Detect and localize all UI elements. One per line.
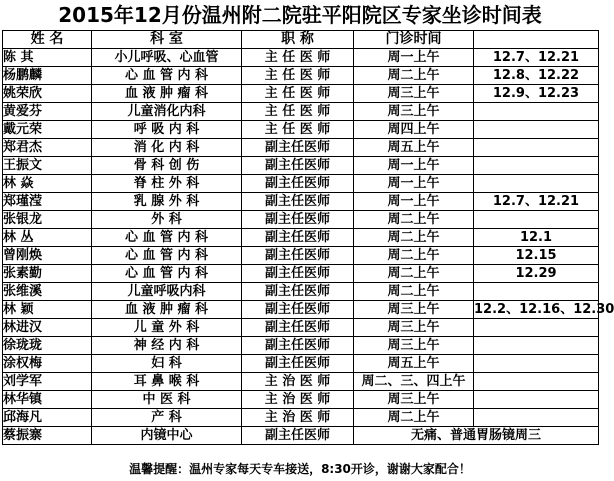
header-time: 门诊时间 <box>354 31 474 49</box>
table-row <box>3 355 599 373</box>
clinic-time: 周一上午 <box>354 193 474 211</box>
job-title: 副主任医师 <box>242 427 354 445</box>
clinic-dates: 12.1 <box>474 229 599 247</box>
clinic-dates: 12.7、12.21 <box>474 49 599 67</box>
clinic-dates <box>474 337 599 355</box>
clinic-dates <box>474 373 599 391</box>
header-note <box>474 31 599 49</box>
table-row <box>3 211 599 229</box>
department: 儿童消化内科 <box>92 103 242 121</box>
table-row <box>3 373 599 391</box>
job-title: 副主任医师 <box>242 139 354 157</box>
doctor-name: 林 丛 <box>3 229 92 247</box>
department: 呼 吸 内 科 <box>92 121 242 139</box>
footer-reminder: 温馨提醒：温州专家每天专车接送，8:30开诊，谢谢大家配合！ <box>129 462 471 476</box>
department: 血 液 肿 瘤 科 <box>92 85 242 103</box>
doctor-name: 张银龙 <box>3 211 92 229</box>
department: 产 科 <box>92 409 242 427</box>
header-name: 姓 名 <box>3 31 92 49</box>
clinic-dates: 12.15 <box>474 247 599 265</box>
table-row <box>3 103 599 121</box>
doctor-name: 蔡振寨 <box>3 427 92 445</box>
clinic-time: 周三上午 <box>354 391 474 409</box>
job-title: 主 治 医 师 <box>242 409 354 427</box>
clinic-dates <box>474 283 599 301</box>
job-title: 副主任医师 <box>242 319 354 337</box>
job-title: 副主任医师 <box>242 301 354 319</box>
doctor-name: 林华镇 <box>3 391 92 409</box>
schedule-rows <box>3 49 614 445</box>
doctor-name: 王振文 <box>3 157 92 175</box>
job-title: 副主任医师 <box>242 337 354 355</box>
clinic-dates <box>474 409 599 427</box>
table-row <box>3 157 599 175</box>
header-dept: 科 室 <box>92 31 242 49</box>
clinic-dates: 12.8、12.22 <box>474 67 599 85</box>
table-row <box>3 391 599 409</box>
department: 小儿呼吸、心血管 <box>92 49 242 67</box>
clinic-time: 周五上午 <box>354 139 474 157</box>
clinic-dates <box>474 139 599 157</box>
doctor-name: 林 焱 <box>3 175 92 193</box>
clinic-time: 周二上午 <box>354 67 474 85</box>
clinic-time: 周三上午 <box>354 301 474 319</box>
doctor-name: 林 颖 <box>3 301 92 319</box>
job-title: 主 任 医 师 <box>242 121 354 139</box>
page-title: 2015年12月份温州附二院驻平阳院区专家坐诊时间表 <box>58 3 542 27</box>
job-title: 主 任 医 师 <box>242 103 354 121</box>
doctor-name: 黄爱芬 <box>3 103 92 121</box>
clinic-time: 周二上午 <box>354 211 474 229</box>
clinic-dates: 12.2、12.16、12.30 <box>474 302 614 317</box>
department: 消 化 内 科 <box>92 139 242 157</box>
job-title: 主 治 医 师 <box>242 391 354 409</box>
clinic-time: 周三上午 <box>354 319 474 337</box>
doctor-name: 戴元荣 <box>3 121 92 139</box>
doctor-name: 林进汉 <box>3 319 92 337</box>
job-title: 副主任医师 <box>242 229 354 247</box>
clinic-dates: 12.7、12.21 <box>474 193 599 211</box>
job-title: 主 任 医 师 <box>242 67 354 85</box>
header-title: 职 称 <box>242 31 354 49</box>
table-row <box>3 121 599 139</box>
job-title: 副主任医师 <box>242 265 354 283</box>
department: 中 医 科 <box>92 391 242 409</box>
clinic-time: 周五上午 <box>354 355 474 373</box>
doctor-name: 郑瑾滢 <box>3 193 92 211</box>
clinic-dates <box>474 175 599 193</box>
clinic-dates <box>474 121 599 139</box>
clinic-dates <box>474 391 599 409</box>
table-row <box>3 193 599 211</box>
table-row <box>3 175 599 193</box>
table-row <box>3 427 599 445</box>
table-row <box>3 229 599 247</box>
department: 妇 科 <box>92 355 242 373</box>
doctor-name: 邱海凡 <box>3 409 92 427</box>
job-title: 主 任 医 师 <box>242 85 354 103</box>
doctor-name: 曾刚焕 <box>3 247 92 265</box>
clinic-time: 周三上午 <box>354 103 474 121</box>
header-row <box>3 31 599 49</box>
clinic-time: 周三上午 <box>354 337 474 355</box>
clinic-dates <box>474 103 599 121</box>
job-title: 副主任医师 <box>242 211 354 229</box>
table-row <box>3 139 599 157</box>
doctor-name: 杨鹏麟 <box>3 67 92 85</box>
clinic-time: 周二上午 <box>354 409 474 427</box>
job-title: 副主任医师 <box>242 247 354 265</box>
department: 骨 科 创 伤 <box>92 157 242 175</box>
job-title: 主 任 医 师 <box>242 49 354 67</box>
doctor-name: 涂权梅 <box>3 355 92 373</box>
clinic-time: 周一上午 <box>354 175 474 193</box>
department: 心 血 管 内 科 <box>92 67 242 85</box>
department: 外 科 <box>92 211 242 229</box>
clinic-dates <box>474 355 599 373</box>
clinic-time: 周二上午 <box>354 247 474 265</box>
table-row <box>3 283 599 301</box>
clinic-time: 周一上午 <box>354 157 474 175</box>
clinic-time: 周二上午 <box>354 229 474 247</box>
clinic-dates: 12.9、12.23 <box>474 85 599 103</box>
table-row <box>3 49 599 67</box>
clinic-time: 周一上午 <box>354 49 474 67</box>
doctor-name: 刘学军 <box>3 373 92 391</box>
clinic-time: 周二、三、四上午 <box>354 373 474 391</box>
doctor-name: 姚荣欣 <box>3 85 92 103</box>
clinic-dates <box>474 319 599 337</box>
clinic-time: 周四上午 <box>354 121 474 139</box>
department: 儿 童 外 科 <box>92 319 242 337</box>
job-title: 副主任医师 <box>242 175 354 193</box>
table-row <box>3 337 599 355</box>
job-title: 副主任医师 <box>242 355 354 373</box>
department: 脊 柱 外 科 <box>92 175 242 193</box>
special-note: 无痛、普通胃肠镜周三 <box>354 427 599 445</box>
department: 神 经 内 科 <box>92 337 242 355</box>
table-row <box>3 301 599 319</box>
clinic-time: 周二上午 <box>354 283 474 301</box>
department: 乳 腺 外 科 <box>92 193 242 211</box>
department: 心 血 管 内 科 <box>92 247 242 265</box>
table-row <box>3 67 599 85</box>
table-row <box>3 85 599 103</box>
table-row <box>3 265 599 283</box>
department: 心 血 管 内 科 <box>92 229 242 247</box>
job-title: 副主任医师 <box>242 283 354 301</box>
doctor-name: 陈 其 <box>3 49 92 67</box>
department: 耳 鼻 喉 科 <box>92 373 242 391</box>
department: 心 血 管 内 科 <box>92 265 242 283</box>
job-title: 副主任医师 <box>242 157 354 175</box>
schedule-table <box>2 30 614 445</box>
table-row <box>3 409 599 427</box>
doctor-name: 徐珑珑 <box>3 337 92 355</box>
doctor-name: 张维溪 <box>3 283 92 301</box>
department: 血 液 肿 瘤 科 <box>92 301 242 319</box>
clinic-dates <box>474 211 599 229</box>
department: 内镜中心 <box>92 427 242 445</box>
clinic-time: 周二上午 <box>354 265 474 283</box>
clinic-time: 周三上午 <box>354 85 474 103</box>
doctor-name: 郑君杰 <box>3 139 92 157</box>
clinic-dates <box>474 157 599 175</box>
table-row <box>3 319 599 337</box>
doctor-name: 张素勤 <box>3 265 92 283</box>
job-title: 主 治 医 师 <box>242 373 354 391</box>
job-title: 副主任医师 <box>242 193 354 211</box>
department: 儿童呼吸内科 <box>92 283 242 301</box>
table-row <box>3 247 599 265</box>
clinic-dates: 12.29 <box>474 265 599 283</box>
